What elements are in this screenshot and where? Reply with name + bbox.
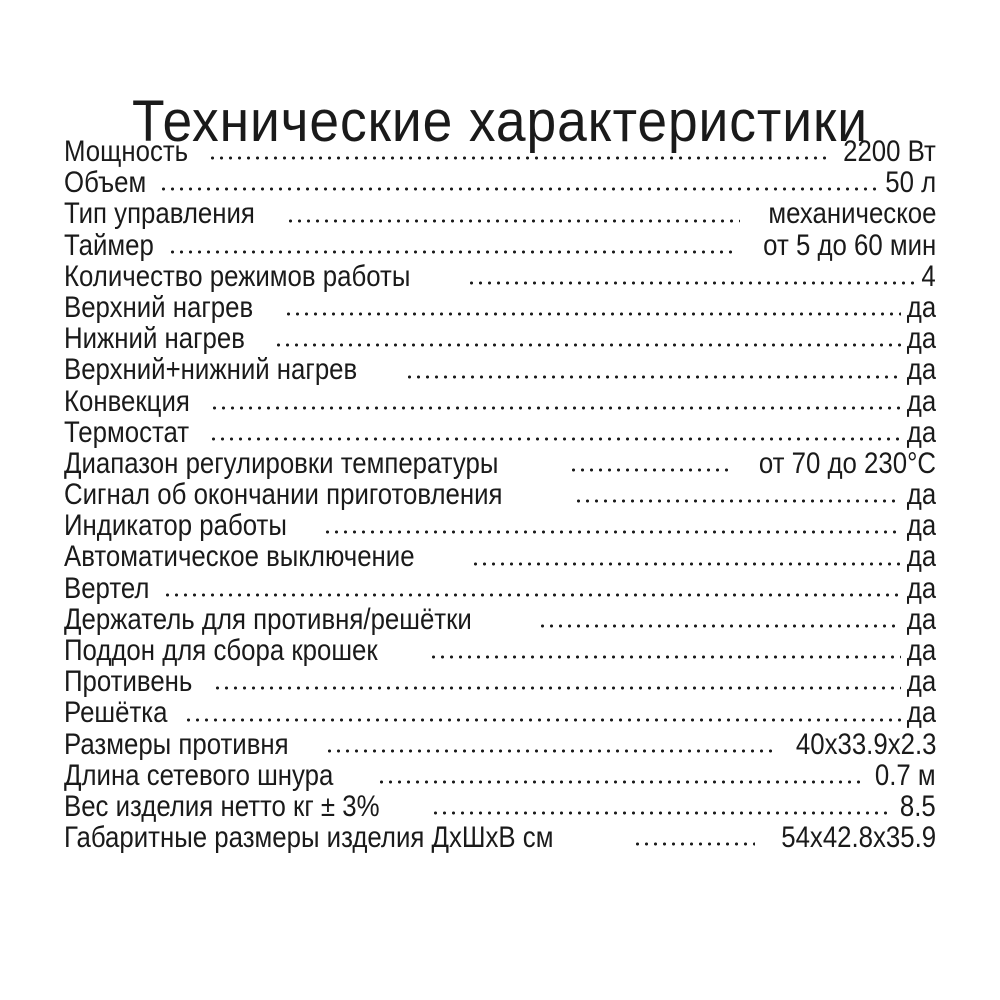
dot-leader xyxy=(325,749,772,753)
dot-leader xyxy=(569,468,729,472)
spec-value: механическое xyxy=(767,198,936,230)
spec-list xyxy=(64,136,936,853)
spec-label: Верхний нагрев xyxy=(64,291,254,324)
spec-row-bottom-heating xyxy=(64,323,936,354)
dot-leader xyxy=(208,156,827,160)
spec-label: Верхний+нижний нагрев xyxy=(64,354,358,386)
spec-label: Мощность xyxy=(64,136,189,168)
spec-row-grill-rack xyxy=(64,697,936,728)
spec-value: да xyxy=(906,291,936,324)
dot-leader xyxy=(431,811,894,815)
spec-label: Противень xyxy=(64,666,193,698)
spec-row-modes xyxy=(64,261,936,292)
spec-value: да xyxy=(906,385,936,417)
spec-label: Количество режимов работы xyxy=(64,260,411,292)
spec-label: Термостат xyxy=(64,416,190,448)
dot-leader xyxy=(574,499,901,503)
dot-leader xyxy=(184,718,901,722)
spec-label: Размеры противня xyxy=(64,728,289,760)
dot-leader xyxy=(471,562,900,566)
spec-value: 54x42.8x35.9 xyxy=(781,822,936,854)
spec-row-convection xyxy=(64,386,936,417)
spec-value: да xyxy=(906,603,936,635)
spec-value: 4 xyxy=(921,260,936,292)
spec-row-tray-holder xyxy=(64,604,936,635)
spec-row-auto-off xyxy=(64,541,936,572)
spec-row-power xyxy=(64,136,936,167)
dot-leader xyxy=(377,780,864,784)
spec-label: Вес изделия нетто кг ± 3% xyxy=(64,790,380,823)
spec-label: Поддон для сбора крошек xyxy=(64,635,378,667)
spec-label: Решётка xyxy=(64,697,168,729)
dot-leader xyxy=(213,686,901,690)
dot-leader xyxy=(284,312,901,316)
spec-value: 50 л xyxy=(885,167,936,199)
dot-leader xyxy=(209,437,900,441)
dot-leader xyxy=(467,281,919,285)
spec-value: да xyxy=(906,541,936,573)
spec-row-top-bottom-heating xyxy=(64,354,936,385)
spec-value: от 5 до 60 мин xyxy=(762,229,936,261)
spec-value: от 70 до 230°С xyxy=(758,447,936,480)
dot-leader xyxy=(429,655,901,659)
spec-label: Объем xyxy=(64,167,147,199)
spec-value: да xyxy=(906,479,936,511)
spec-row-timer xyxy=(64,230,936,261)
spec-row-tray-dimensions xyxy=(64,729,936,760)
spec-label: Индикатор работы xyxy=(64,510,287,542)
spec-row-temperature-range xyxy=(64,448,936,479)
spec-value: да xyxy=(906,416,936,448)
spec-label: Таймер xyxy=(64,229,154,261)
spec-row-baking-tray xyxy=(64,666,936,697)
spec-row-control-type xyxy=(64,198,936,229)
spec-label: Конвекция xyxy=(64,385,190,417)
spec-value: 8.5 xyxy=(900,790,936,823)
dot-leader xyxy=(159,187,875,191)
spec-label: Автоматическое выключение xyxy=(64,541,415,573)
spec-row-thermostat xyxy=(64,417,936,448)
spec-row-overall-dimensions xyxy=(64,822,936,853)
spec-label: Длина сетевого шнура xyxy=(64,759,334,791)
dot-leader xyxy=(168,250,733,254)
spec-value: да xyxy=(906,697,936,729)
spec-label: Диапазон регулировки температуры xyxy=(64,447,499,480)
spec-value: да xyxy=(906,572,936,604)
dot-leader xyxy=(633,842,755,846)
spec-row-crumb-tray xyxy=(64,635,936,666)
dot-leader xyxy=(538,624,901,628)
dot-leader xyxy=(323,530,901,534)
spec-value: да xyxy=(906,354,936,386)
spec-row-net-weight xyxy=(64,791,936,822)
dot-leader xyxy=(210,406,901,410)
spec-label: Тип управления xyxy=(64,198,255,230)
dot-leader xyxy=(286,219,740,223)
spec-row-cord-length xyxy=(64,760,936,791)
spec-value: да xyxy=(906,510,936,542)
spec-row-rotisserie xyxy=(64,573,936,604)
spec-row-top-heating xyxy=(64,292,936,323)
spec-value: 0.7 м xyxy=(875,759,936,791)
spec-row-indicator xyxy=(64,510,936,541)
page-title: Технические характеристики xyxy=(132,88,868,154)
spec-value: да xyxy=(906,323,936,355)
spec-label: Сигнал об окончании приготовления xyxy=(64,479,503,511)
spec-value: да xyxy=(906,666,936,698)
spec-value: 2200 Вт xyxy=(843,136,936,168)
spec-label: Габаритные размеры изделия ДхШхВ см xyxy=(64,822,554,854)
dot-leader xyxy=(274,343,901,347)
spec-row-end-signal xyxy=(64,479,936,510)
spec-label: Держатель для противня/решётки xyxy=(64,603,472,635)
spec-value: 40x33.9x2.3 xyxy=(795,728,936,760)
spec-row-volume xyxy=(64,167,936,198)
spec-value: да xyxy=(906,635,936,667)
dot-leader xyxy=(163,593,901,597)
dot-leader xyxy=(405,375,901,379)
spec-label: Вертел xyxy=(64,572,150,604)
spec-label: Нижний нагрев xyxy=(64,323,245,355)
